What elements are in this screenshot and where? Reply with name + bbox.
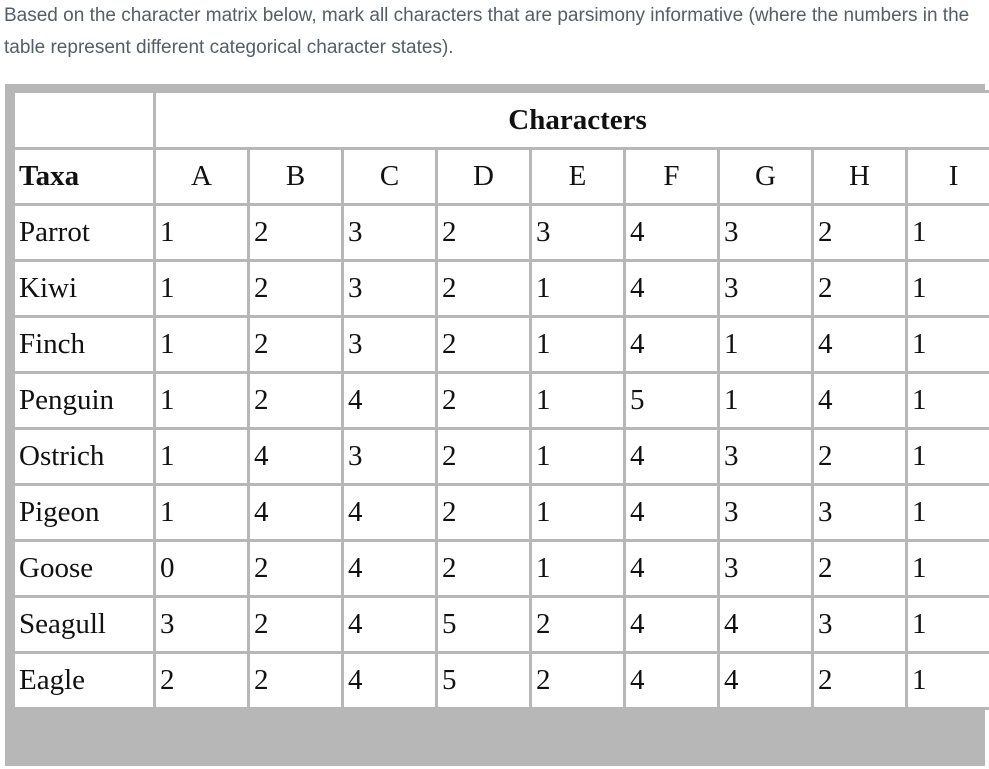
- state-cell-h: 3: [814, 486, 905, 539]
- state-cell-a: 1: [156, 374, 247, 427]
- state-cell-i: 1: [908, 654, 989, 707]
- state-cell-h: 2: [814, 206, 905, 259]
- state-cell-i: 1: [908, 318, 989, 371]
- column-header-i: I: [908, 150, 989, 203]
- state-cell-f: 4: [626, 486, 717, 539]
- column-header-e: E: [532, 150, 623, 203]
- table-row-kiwi: [15, 262, 989, 315]
- state-cell-g: 4: [720, 654, 811, 707]
- state-cell-g: 1: [720, 318, 811, 371]
- state-cell-b: 2: [250, 262, 341, 315]
- character-matrix-table: [12, 90, 989, 710]
- state-cell-c: 3: [344, 206, 435, 259]
- state-cell-h: 2: [814, 542, 905, 595]
- table-row-parrot: [15, 206, 989, 259]
- characters-header: Characters: [156, 93, 989, 147]
- state-cell-b: 4: [250, 430, 341, 483]
- state-cell-c: 3: [344, 318, 435, 371]
- state-cell-h: 3: [814, 598, 905, 651]
- state-cell-a: 1: [156, 262, 247, 315]
- state-cell-d: 2: [438, 542, 529, 595]
- state-cell-b: 4: [250, 486, 341, 539]
- column-header-a: A: [156, 150, 247, 203]
- column-header-row: [15, 150, 989, 203]
- state-cell-e: 3: [532, 206, 623, 259]
- taxon-name: Parrot: [15, 206, 153, 259]
- state-cell-d: 5: [438, 598, 529, 651]
- matrix-body: [15, 206, 989, 707]
- state-cell-g: 3: [720, 486, 811, 539]
- state-cell-e: 1: [532, 430, 623, 483]
- state-cell-h: 4: [814, 374, 905, 427]
- table-row-finch: [15, 318, 989, 371]
- state-cell-e: 1: [532, 262, 623, 315]
- state-cell-i: 1: [908, 542, 989, 595]
- state-cell-h: 2: [814, 430, 905, 483]
- state-cell-e: 2: [532, 598, 623, 651]
- state-cell-d: 2: [438, 486, 529, 539]
- group-header-row: [15, 93, 989, 147]
- table-row-seagull: [15, 598, 989, 651]
- state-cell-b: 2: [250, 654, 341, 707]
- taxon-name: Ostrich: [15, 430, 153, 483]
- state-cell-b: 2: [250, 598, 341, 651]
- column-header-c: C: [344, 150, 435, 203]
- state-cell-h: 2: [814, 654, 905, 707]
- state-cell-g: 3: [720, 430, 811, 483]
- state-cell-b: 2: [250, 318, 341, 371]
- state-cell-d: 2: [438, 262, 529, 315]
- state-cell-c: 3: [344, 430, 435, 483]
- state-cell-g: 1: [720, 374, 811, 427]
- state-cell-d: 2: [438, 430, 529, 483]
- taxon-name: Penguin: [15, 374, 153, 427]
- table-row-ostrich: [15, 430, 989, 483]
- taxon-name: Pigeon: [15, 486, 153, 539]
- state-cell-c: 4: [344, 486, 435, 539]
- column-header-f: F: [626, 150, 717, 203]
- column-header-g: G: [720, 150, 811, 203]
- state-cell-a: 1: [156, 318, 247, 371]
- state-cell-h: 4: [814, 318, 905, 371]
- state-cell-e: 1: [532, 486, 623, 539]
- taxon-name: Eagle: [15, 654, 153, 707]
- state-cell-i: 1: [908, 598, 989, 651]
- state-cell-g: 3: [720, 262, 811, 315]
- state-cell-i: 1: [908, 262, 989, 315]
- state-cell-h: 2: [814, 262, 905, 315]
- state-cell-a: 1: [156, 430, 247, 483]
- state-cell-b: 2: [250, 374, 341, 427]
- state-cell-f: 4: [626, 598, 717, 651]
- table-row-eagle: [15, 654, 989, 707]
- state-cell-a: 0: [156, 542, 247, 595]
- state-cell-i: 1: [908, 206, 989, 259]
- state-cell-e: 1: [532, 318, 623, 371]
- state-cell-e: 2: [532, 654, 623, 707]
- state-cell-d: 2: [438, 206, 529, 259]
- state-cell-b: 2: [250, 206, 341, 259]
- state-cell-c: 3: [344, 262, 435, 315]
- state-cell-i: 1: [908, 486, 989, 539]
- table-row-goose: [15, 542, 989, 595]
- state-cell-c: 4: [344, 654, 435, 707]
- column-header-b: B: [250, 150, 341, 203]
- state-cell-f: 4: [626, 542, 717, 595]
- state-cell-c: 4: [344, 542, 435, 595]
- state-cell-i: 1: [908, 430, 989, 483]
- taxon-name: Goose: [15, 542, 153, 595]
- state-cell-f: 4: [626, 318, 717, 371]
- state-cell-f: 4: [626, 430, 717, 483]
- state-cell-g: 3: [720, 542, 811, 595]
- table-row-pigeon: [15, 486, 989, 539]
- character-matrix-frame: [5, 84, 985, 766]
- state-cell-f: 4: [626, 206, 717, 259]
- state-cell-f: 4: [626, 654, 717, 707]
- state-cell-a: 2: [156, 654, 247, 707]
- state-cell-g: 4: [720, 598, 811, 651]
- table-row-penguin: [15, 374, 989, 427]
- state-cell-f: 4: [626, 262, 717, 315]
- state-cell-d: 2: [438, 374, 529, 427]
- state-cell-e: 1: [532, 374, 623, 427]
- state-cell-e: 1: [532, 542, 623, 595]
- column-header-d: D: [438, 150, 529, 203]
- taxa-header: Taxa: [15, 150, 153, 203]
- question-text: Based on the character matrix below, mark all characters that are parsimony informative (where the numbers in the table represent different categorical character states).: [4, 5, 970, 58]
- state-cell-c: 4: [344, 598, 435, 651]
- taxon-name: Finch: [15, 318, 153, 371]
- taxon-name: Seagull: [15, 598, 153, 651]
- state-cell-d: 5: [438, 654, 529, 707]
- state-cell-f: 5: [626, 374, 717, 427]
- taxon-name: Kiwi: [15, 262, 153, 315]
- corner-cell: [15, 93, 153, 147]
- state-cell-d: 2: [438, 318, 529, 371]
- state-cell-c: 4: [344, 374, 435, 427]
- state-cell-b: 2: [250, 542, 341, 595]
- state-cell-g: 3: [720, 206, 811, 259]
- state-cell-a: 1: [156, 486, 247, 539]
- state-cell-i: 1: [908, 374, 989, 427]
- column-header-h: H: [814, 150, 905, 203]
- state-cell-a: 1: [156, 206, 247, 259]
- state-cell-a: 3: [156, 598, 247, 651]
